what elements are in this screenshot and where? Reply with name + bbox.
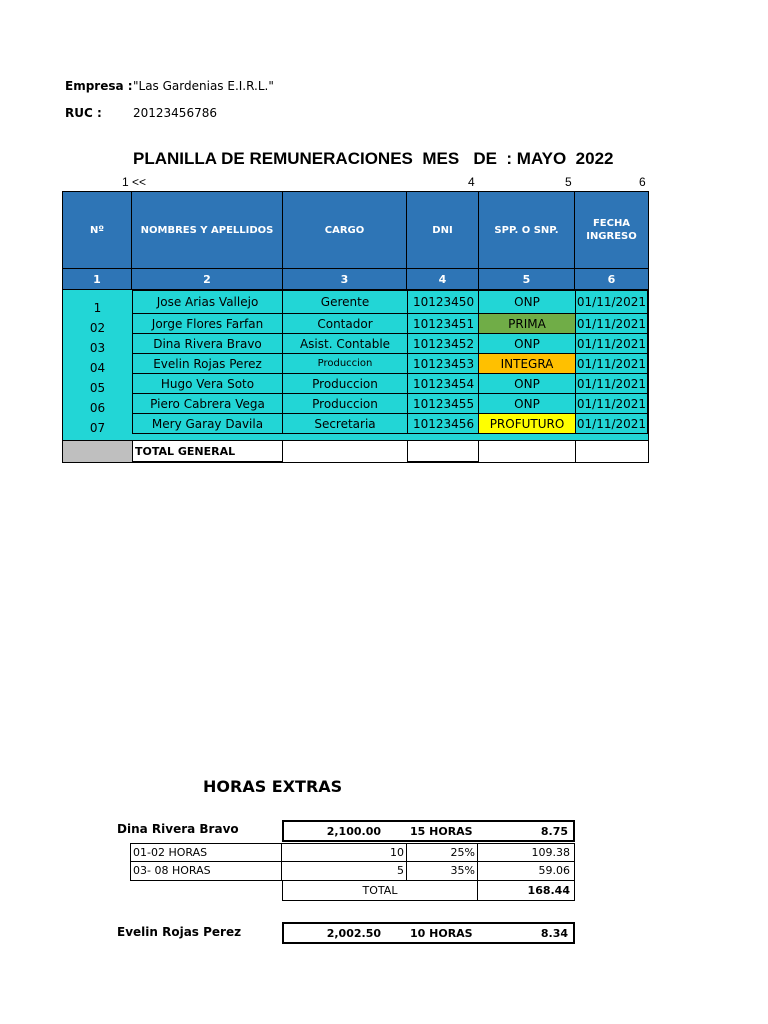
total-general-label: TOTAL GENERAL [132, 440, 283, 462]
col-number: 4 [407, 269, 479, 290]
row-number: 05 [89, 381, 106, 395]
employee-name: Hugo Vera Soto [132, 374, 283, 394]
employee-spp: ONP [479, 290, 575, 314]
employee-dni: 10123452 [407, 334, 479, 354]
employee-dni: 10123456 [407, 414, 479, 434]
total-cell [283, 440, 407, 462]
amount-value: 109.38 [478, 843, 575, 862]
employee-name: Dina Rivera Bravo [132, 334, 283, 354]
row-number: 06 [89, 401, 106, 415]
employee-fecha: 01/11/2021 [575, 290, 648, 314]
employee-fecha: 01/11/2021 [575, 414, 648, 434]
row-number: 1 [93, 301, 102, 315]
pct-value: 35% [407, 862, 478, 881]
employee-dni: 10123455 [407, 394, 479, 414]
salary-row [282, 820, 575, 842]
ruler-mark: 6 [639, 175, 646, 189]
employee-fecha: 01/11/2021 [575, 314, 648, 334]
pct-value: 25% [407, 843, 478, 862]
ruc-value: 20123456786 [133, 106, 217, 120]
employee-name: Mery Garay Davila [132, 414, 283, 434]
range-label: 03- 08 HORAS [130, 862, 282, 881]
empresa-label: Empresa : [65, 79, 133, 93]
employee-dni: 10123451 [407, 314, 479, 334]
total-label: TOTAL [282, 881, 478, 901]
total-row-blank [63, 440, 132, 462]
header-cargo: CARGO [283, 192, 407, 269]
rate-value: 8.75 [540, 825, 568, 838]
header-name: NOMBRES Y APELLIDOS [132, 192, 283, 269]
rate-value: 8.34 [540, 927, 568, 940]
employee-name: Jorge Flores Farfan [132, 314, 283, 334]
horas-extras-title: HORAS EXTRAS [203, 777, 343, 796]
hours-value: 10 HORAS [410, 927, 473, 940]
employee-spp: INTEGRA [479, 354, 575, 374]
employee-cargo: Asist. Contable [283, 334, 407, 354]
salary-value: 2,100.00 [326, 825, 381, 838]
hours-value: 15 HORAS [410, 825, 473, 838]
row-number: 04 [89, 361, 106, 375]
employee-name: Jose Arias Vallejo [132, 290, 283, 314]
employee-name: Evelin Rojas Perez [132, 354, 283, 374]
employee-spp: PROFUTURO [479, 414, 575, 434]
col-number: 2 [132, 269, 283, 290]
employee-spp: PRIMA [479, 314, 575, 334]
row-number: 07 [89, 421, 106, 435]
empresa-value: "Las Gardenias E.I.R.L." [133, 79, 274, 93]
employee-fecha: 01/11/2021 [575, 394, 648, 414]
employee-spp: ONP [479, 394, 575, 414]
total-cell [479, 440, 575, 462]
employee-cargo: Contador [283, 314, 407, 334]
employee-fecha: 01/11/2021 [575, 354, 648, 374]
total-cell [575, 440, 648, 462]
header-n: Nº [63, 192, 132, 269]
employee-spp: ONP [479, 334, 575, 354]
col-number: 5 [479, 269, 575, 290]
row-number: 02 [89, 321, 106, 335]
employee-name: Evelin Rojas Perez [117, 925, 242, 939]
header-spp: SPP. O SNP. [479, 192, 575, 269]
ruc-label: RUC : [65, 106, 102, 120]
row-number: 03 [89, 341, 106, 355]
employee-cargo: Produccion [283, 394, 407, 414]
salary-value: 2,002.50 [326, 927, 381, 940]
amount-value: 59.06 [478, 862, 575, 881]
col-number: 6 [575, 269, 648, 290]
employee-spp: ONP [479, 374, 575, 394]
total-value: 168.44 [478, 881, 575, 901]
employee-cargo: Produccion [283, 374, 407, 394]
payroll-table [62, 191, 649, 463]
total-cell [407, 440, 479, 462]
ruler-mark: 1 << [122, 175, 147, 189]
employee-fecha: 01/11/2021 [575, 374, 648, 394]
qty-value: 5 [282, 862, 407, 881]
range-label: 01-02 HORAS [130, 843, 282, 862]
employee-cargo: Produccion [283, 354, 407, 374]
col-number: 3 [283, 269, 407, 290]
col-number: 1 [63, 269, 132, 290]
page-title: PLANILLA DE REMUNERACIONES MES DE : MAYO 2022 [133, 149, 614, 168]
qty-value: 10 [282, 843, 407, 862]
employee-dni: 10123454 [407, 374, 479, 394]
employee-dni: 10123450 [407, 290, 479, 314]
employee-name: Dina Rivera Bravo [117, 822, 239, 836]
employee-name: Piero Cabrera Vega [132, 394, 283, 414]
salary-row [282, 922, 575, 944]
ruler-mark: 5 [565, 175, 572, 189]
employee-fecha: 01/11/2021 [575, 334, 648, 354]
employee-dni: 10123453 [407, 354, 479, 374]
ruler-mark: 4 [468, 175, 475, 189]
employee-cargo: Gerente [283, 290, 407, 314]
employee-cargo: Secretaria [283, 414, 407, 434]
header-dni: DNI [407, 192, 479, 269]
header-fecha: FECHA INGRESO [575, 192, 648, 269]
overtime-breakdown [130, 843, 575, 900]
